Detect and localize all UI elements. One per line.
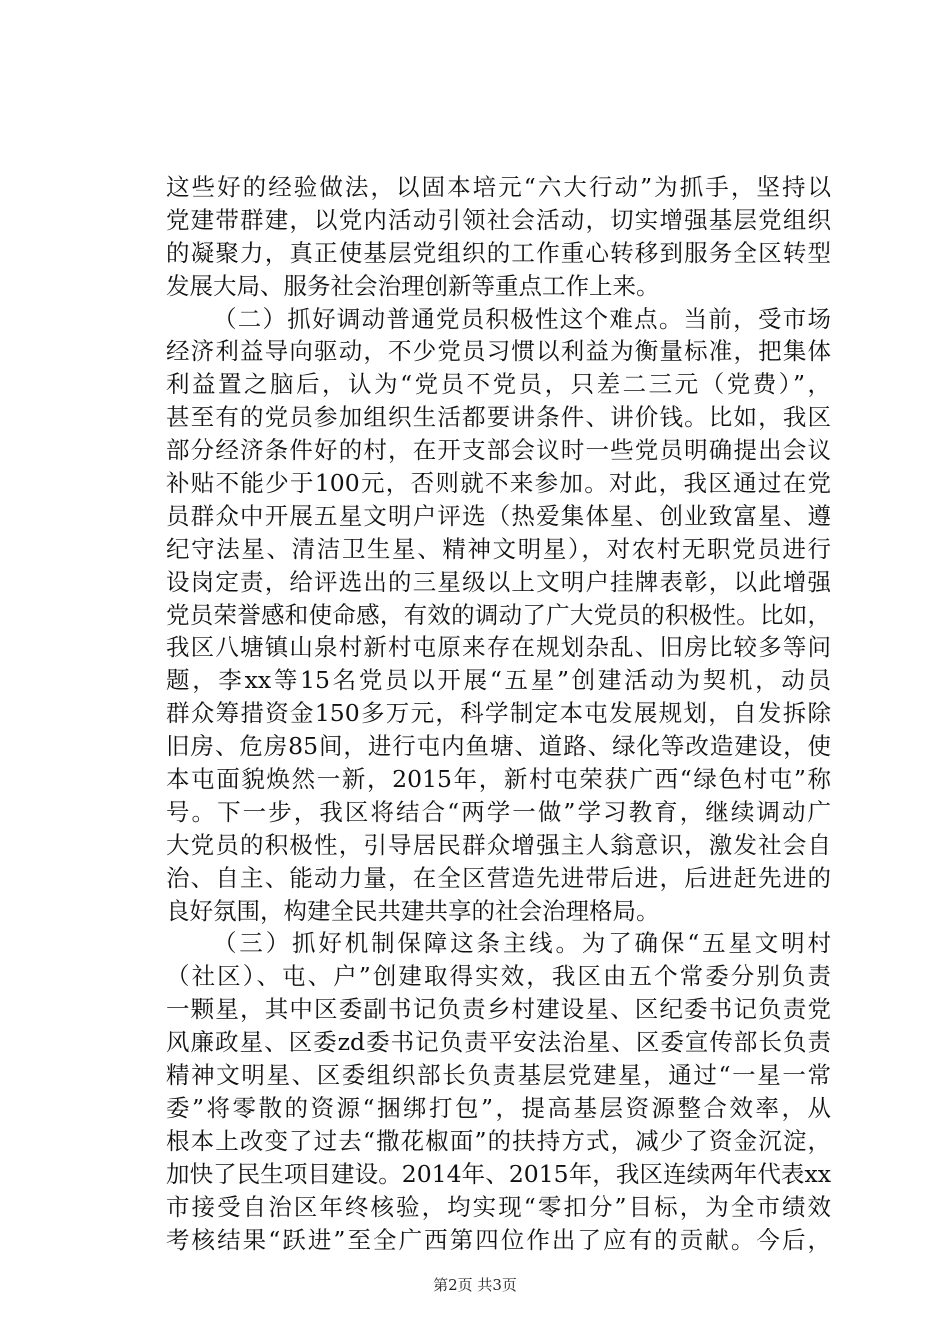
text-line: 旧房、危房85间，进行屯内鱼塘、道路、绿化等改造建设，使 — [166, 732, 831, 761]
text-line: 一颗星，其中区委副书记负责乡村建设星、区纪委书记负责党 — [166, 995, 831, 1024]
text-line: 发展大局、服务社会治理创新等重点工作上来。 — [166, 271, 660, 300]
text-line: 市接受自治区年终核验，均实现“零扣分”目标，为全市绩效 — [166, 1192, 831, 1221]
text-line: 根本上改变了过去“撒花椒面”的扶持方式，减少了资金沉淀， — [166, 1126, 831, 1155]
text-line: 补贴不能少于100元，否则就不来参加。对此，我区通过在党 — [166, 469, 831, 498]
page-number-footer: 第2页 共3页 — [433, 1276, 517, 1294]
text-line: 纪守法星、清洁卫生星、精神文明星），对农村无职党员进行 — [166, 534, 831, 563]
text-line: 部分经济条件好的村，在开支部会议时一些党员明确提出会议 — [166, 436, 831, 465]
text-line: 群众筹措资金150多万元，科学制定本屯发展规划，自发拆除 — [166, 699, 831, 728]
text-line: 良好氛围，构建全民共建共享的社会治理格局。 — [166, 896, 660, 925]
text-line: 考核结果“跃进”至全广西第四位作出了应有的贡献。今后， — [166, 1225, 831, 1254]
text-line: 治、自主、能动力量，在全区营造先进带后进，后进赶先进的 — [166, 863, 831, 892]
text-line: 的凝聚力，真正使基层党组织的工作重心转移到服务全区转型 — [166, 238, 831, 267]
text-line: 员群众中开展五星文明户评选（热爱集体星、创业致富星、遵 — [166, 501, 831, 530]
paragraph-start-line: （三）抓好机制保障这条主线。为了确保“五星文明村 — [213, 929, 831, 958]
text-line: 我区八塘镇山泉村新村屯原来存在规划杂乱、旧房比较多等问 — [166, 633, 831, 662]
text-line: 党建带群建，以党内活动引领社会活动，切实增强基层党组织 — [166, 205, 831, 234]
text-line: 号。下一步，我区将结合“两学一做”学习教育，继续调动广 — [166, 797, 831, 826]
document-body — [166, 171, 831, 1256]
text-line: 利益置之脑后，认为“党员不党员，只差二三元（党费）”， — [166, 370, 831, 399]
text-line: 这些好的经验做法，以固本培元“六大行动”为抓手，坚持以 — [166, 173, 831, 201]
text-line: 经济利益导向驱动，不少党员习惯以利益为衡量标准，把集体 — [166, 337, 831, 366]
text-line: 加快了民生项目建设。2014年、2015年，我区连续两年代表xx — [166, 1159, 831, 1188]
text-line: 党员荣誉感和使命感，有效的调动了广大党员的积极性。比如， — [166, 600, 831, 629]
text-line: 精神文明星、区委组织部长负责基层党建星，通过“一星一常 — [166, 1061, 831, 1090]
text-line: 题，李xx等15名党员以开展“五星”创建活动为契机，动员 — [166, 666, 831, 695]
text-line: 大党员的积极性，引导居民群众增强主人翁意识，激发社会自 — [166, 830, 831, 859]
text-line: 甚至有的党员参加组织生活都要讲条件、讲价钱。比如，我区 — [166, 403, 831, 432]
text-line: 设岗定责，给评选出的三星级以上文明户挂牌表彰，以此增强 — [166, 567, 831, 596]
paragraph-start-line: （二）抓好调动普通党员积极性这个难点。当前，受市场 — [213, 304, 831, 333]
text-line: （社区）、屯、户”创建取得实效，我区由五个常委分别负责 — [166, 962, 831, 991]
text-line: 委”将零散的资源“捆绑打包”，提高基层资源整合效率，从 — [166, 1093, 831, 1122]
text-line: 本屯面貌焕然一新，2015年，新村屯荣获广西“绿色村屯”称 — [166, 765, 831, 794]
text-line: 风廉政星、区委zd委书记负责平安法治星、区委宣传部长负责 — [166, 1028, 831, 1057]
